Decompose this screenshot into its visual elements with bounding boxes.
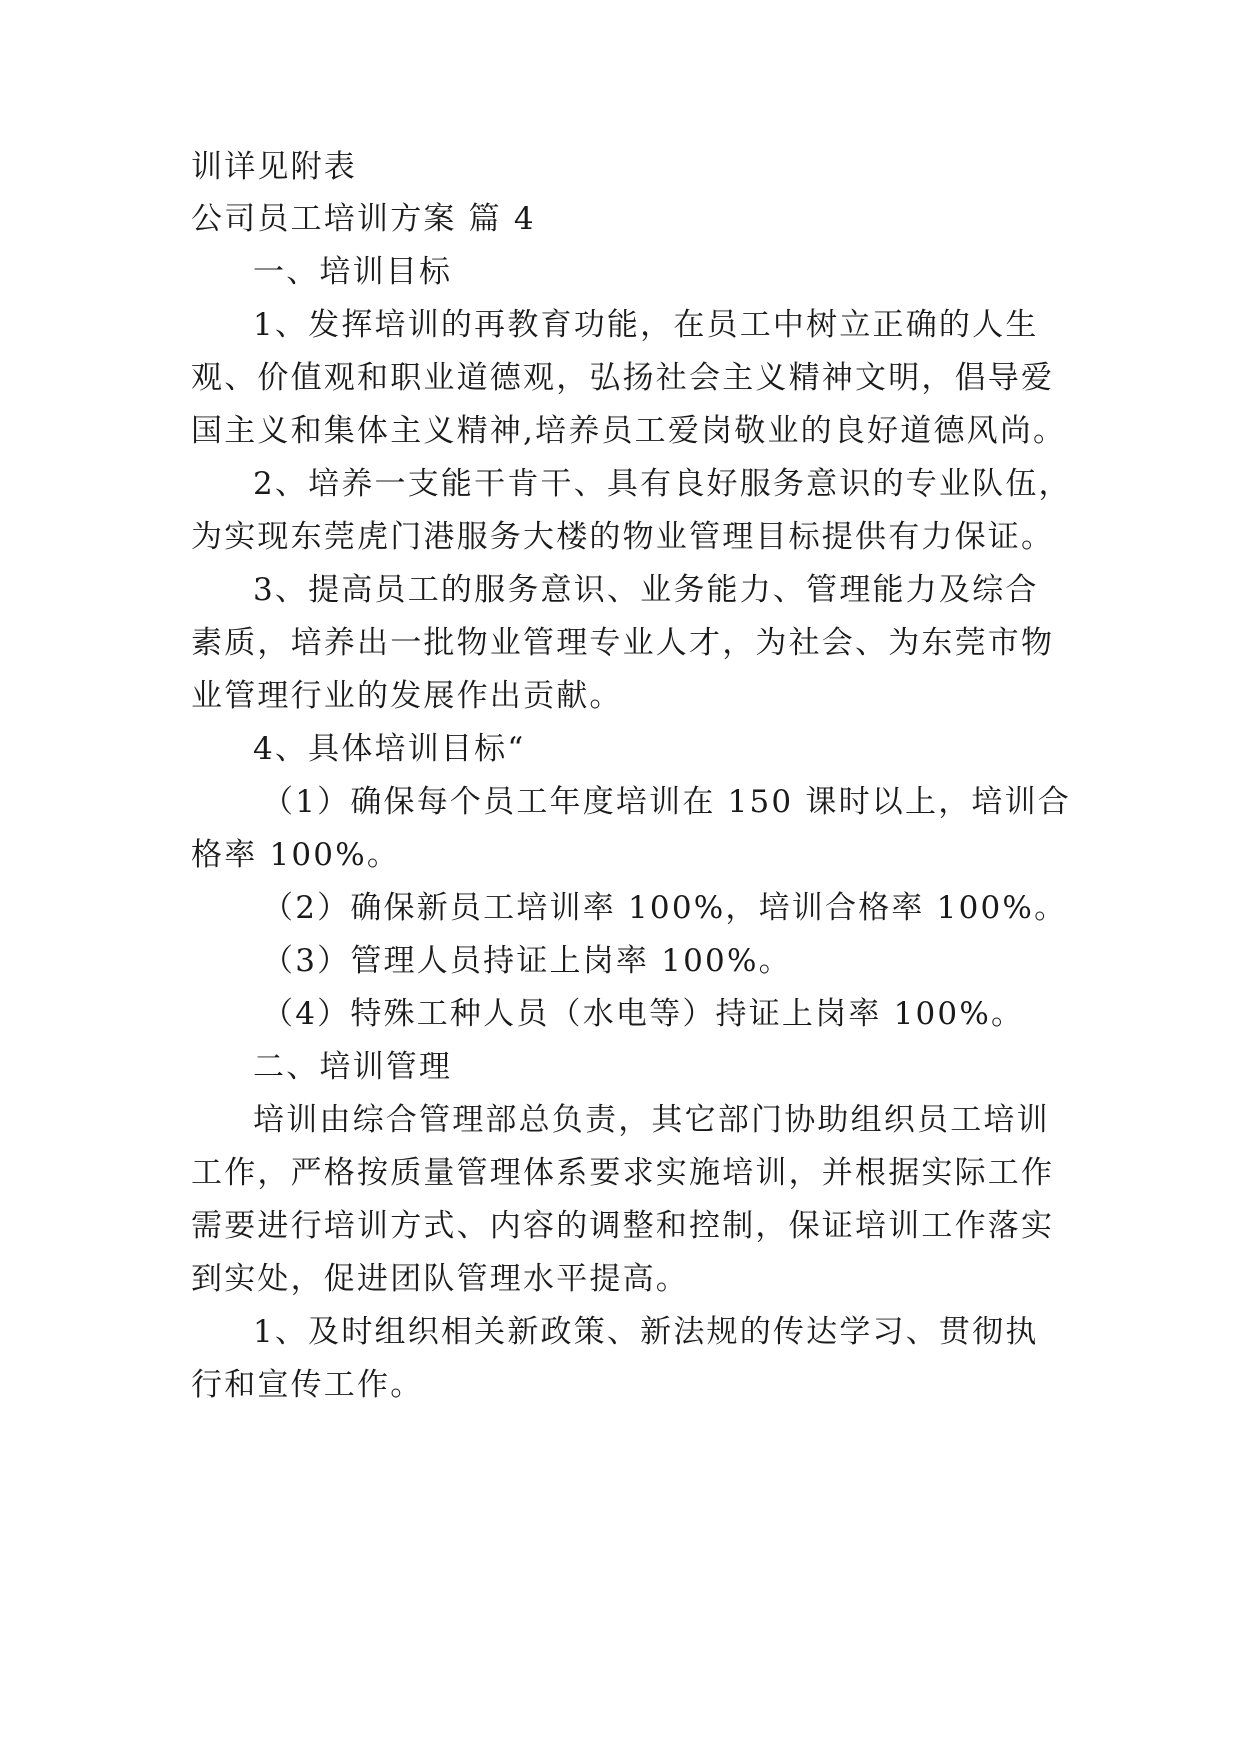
- paragraph-line: 为实现东莞虎门港服务大楼的物业管理目标提供有力保证。: [191, 519, 1055, 555]
- list-item: （4）特殊工种人员（水电等）持证上岗率 100%。: [262, 996, 1025, 1032]
- paragraph-line: 业管理行业的发展作出贡献。: [191, 678, 623, 714]
- paragraph-line: 培训由综合管理部总负责，其它部门协助组织员工培训: [253, 1102, 1050, 1138]
- heading-training-management: 二、培训管理: [253, 1049, 453, 1085]
- paragraph-line: 观、价值观和职业道德观，弘扬社会主义精神文明，倡导爱: [191, 360, 1055, 396]
- section-title: 公司员工培训方案 篇 4: [191, 201, 536, 237]
- list-item: （3）管理人员持证上岗率 100%。: [262, 943, 792, 979]
- list-item: （1）确保每个员工年度培训在 150 课时以上，培训合: [262, 784, 1071, 820]
- paragraph-line: 2、培养一支能干肯干、具有良好服务意识的专业队伍，: [253, 466, 1072, 502]
- paragraph-line: 到实处，促进团队管理水平提高。: [191, 1261, 689, 1297]
- paragraph-line: 素质，培养出一批物业管理专业人才，为社会、为东莞市物: [191, 625, 1055, 661]
- list-item-continuation: 格率 100%。: [191, 837, 401, 873]
- text-line-continuation: 训详见附表: [191, 149, 357, 185]
- list-item: （2）确保新员工培训率 100%，培训合格率 100%。: [262, 890, 1068, 926]
- paragraph-line: 4、具体培训目标“: [253, 731, 526, 767]
- heading-training-goals: 一、培训目标: [253, 254, 453, 290]
- paragraph-line: 国主义和集体主义精神,培养员工爱岗敬业的良好道德风尚。: [191, 413, 1067, 449]
- paragraph-line: 1、发挥培训的再教育功能，在员工中树立正确的人生: [253, 307, 1039, 343]
- paragraph-line: 需要进行培训方式、内容的调整和控制，保证培训工作落实: [191, 1208, 1055, 1244]
- paragraph-line: 行和宣传工作。: [191, 1367, 424, 1403]
- paragraph-line: 1、及时组织相关新政策、新法规的传达学习、贯彻执: [253, 1314, 1039, 1350]
- paragraph-line: 3、提高员工的服务意识、业务能力、管理能力及综合: [253, 572, 1039, 608]
- paragraph-line: 工作，严格按质量管理体系要求实施培训，并根据实际工作: [191, 1155, 1055, 1191]
